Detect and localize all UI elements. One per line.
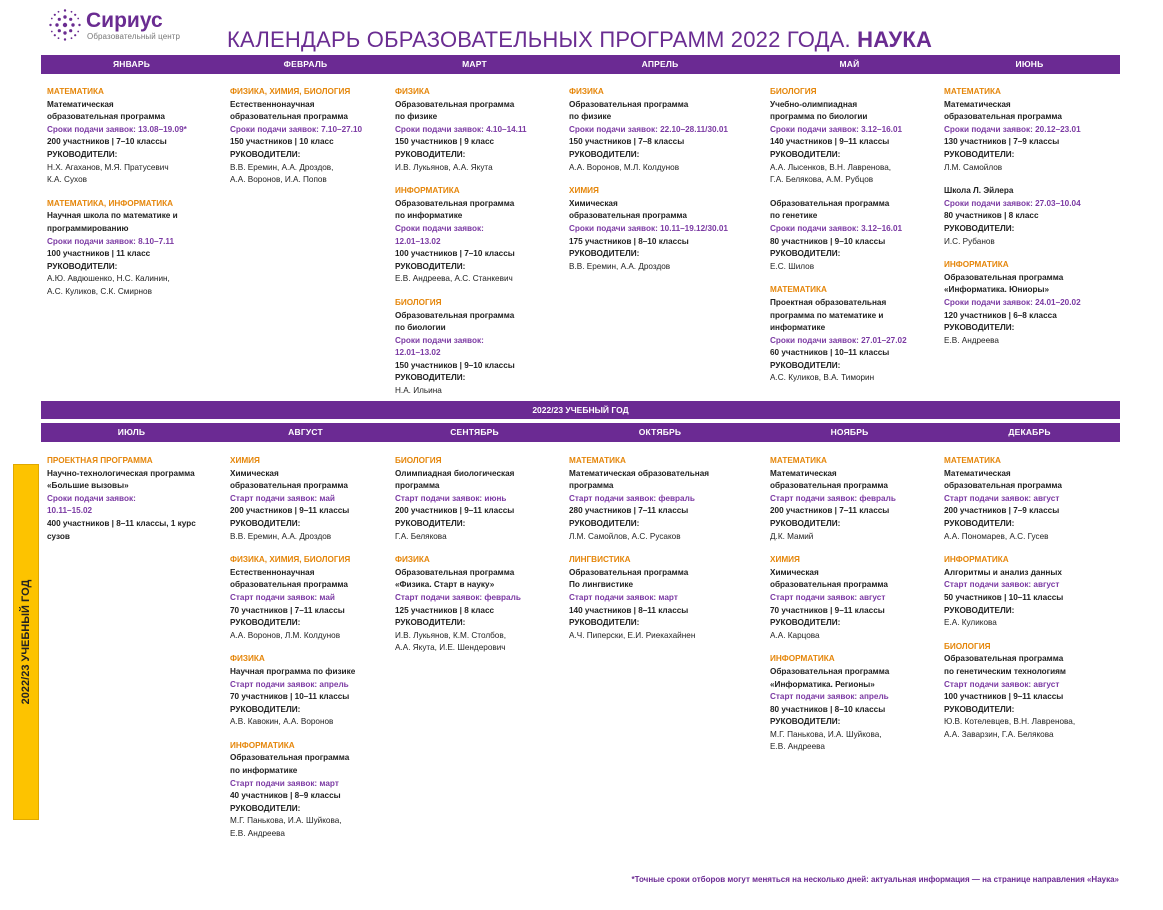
- academic-year-bar: 2022/23 УЧЕБНЫЙ ГОД: [41, 401, 1120, 419]
- logo-dots-icon: [48, 8, 82, 42]
- month-header: ИЮНЬ: [1015, 59, 1044, 69]
- program-entry: [230, 740, 400, 841]
- month-header: ОКТЯБРЬ: [638, 427, 682, 437]
- application-dates: Старт подачи заявок: апрель: [770, 692, 889, 702]
- program-entry: [944, 259, 1114, 347]
- participants-info: 70 участников | 10–11 классы: [230, 692, 350, 702]
- program-name: Химическая образовательная программа: [770, 567, 888, 590]
- program-name: Научная школа по математике и программированию: [47, 211, 178, 233]
- leaders-label: РУКОВОДИТЕЛИ:: [770, 249, 841, 259]
- leaders-names: А.Ч. Пиперски, Е.И. Риекахайнен: [569, 630, 696, 640]
- program-entry: [230, 86, 400, 187]
- month-column: [47, 86, 217, 310]
- application-dates: Старт подачи заявок: февраль: [569, 493, 695, 503]
- leaders-names: Ю.В. Котелевцев, В.Н. Лавренова, А.А. Заварзин, Г.А. Белякова: [944, 717, 1076, 739]
- program-name: Алгоритмы и анализ данных: [944, 567, 1062, 577]
- leaders-names: А.А. Карцова: [770, 630, 820, 640]
- program-entry: [770, 86, 940, 187]
- participants-info: 200 участников | 9–11 классы: [395, 506, 515, 516]
- participants-info: 50 участников | 10–11 классы: [944, 592, 1064, 602]
- application-dates: Сроки подачи заявок: 7.10–27.10: [230, 124, 363, 134]
- program-name: Образовательная программа «Физика. Старт в науку»: [395, 567, 515, 590]
- program-category: ФИЗИКА: [395, 87, 430, 96]
- program-name: Образовательная программа по физике: [395, 99, 515, 122]
- leaders-names: Н.Х. Агаханов, М.Я. Пратусевич К.А. Сухов: [47, 162, 169, 185]
- program-category: ФИЗИКА: [569, 87, 604, 96]
- leaders-label: РУКОВОДИТЕЛИ:: [944, 149, 1015, 159]
- program-name: Образовательная программа По лингвистике: [569, 567, 689, 590]
- application-dates: Старт подачи заявок: июнь: [395, 493, 507, 503]
- academic-year-side-tab: [13, 464, 39, 820]
- application-dates: Сроки подачи заявок: 13.08–19.09*: [47, 124, 187, 134]
- program-name: Математическая образовательная программа: [944, 468, 1062, 491]
- program-entry: [944, 455, 1114, 543]
- leaders-label: РУКОВОДИТЕЛИ:: [47, 261, 118, 271]
- leaders-label: РУКОВОДИТЕЛИ:: [230, 704, 301, 714]
- leaders-names: Д.К. Мамий: [770, 531, 814, 541]
- application-dates: Сроки подачи заявок: 22.10–28.11/30.01: [569, 124, 728, 134]
- leaders-names: Н.А. Ильина: [395, 386, 442, 396]
- leaders-label: РУКОВОДИТЕЛИ:: [569, 149, 640, 159]
- leaders-label: РУКОВОДИТЕЛИ:: [395, 618, 466, 628]
- leaders-label: РУКОВОДИТЕЛИ:: [395, 373, 466, 383]
- month-column: [944, 86, 1114, 358]
- participants-info: 150 участников | 10 класс: [230, 137, 334, 147]
- participants-info: 80 участников | 8 класс: [944, 211, 1039, 221]
- program-entry: [47, 455, 217, 543]
- application-dates: Старт подачи заявок: март: [230, 778, 339, 788]
- program-entry: [569, 185, 739, 273]
- participants-info: 60 участников | 10–11 классы: [770, 348, 890, 358]
- program-category: БИОЛОГИЯ: [395, 297, 442, 307]
- participants-info: 70 участников | 9–11 классы: [770, 605, 885, 615]
- application-dates: Сроки подачи заявок: 20.12–23.01: [944, 124, 1081, 134]
- month-column: [47, 455, 217, 554]
- leaders-names: А.А. Лысенков, В.Н. Лавренова, Г.А. Белякова, А.М. Рубцов: [770, 162, 892, 185]
- program-category: ХИМИЯ: [569, 186, 599, 196]
- leaders-names: А.С. Куликов, В.А. Тиморин: [770, 373, 875, 383]
- application-dates: Старт подачи заявок: февраль: [395, 592, 521, 602]
- leaders-label: РУКОВОДИТЕЛИ:: [770, 149, 841, 159]
- program-name: Образовательная программа по информатике: [395, 198, 515, 221]
- leaders-label: РУКОВОДИТЕЛИ:: [47, 149, 118, 159]
- program-category: ФИЗИКА: [230, 654, 265, 664]
- program-entry: [770, 455, 940, 543]
- program-name: Математическая образовательная программа: [944, 99, 1062, 122]
- application-dates: Сроки подачи заявок: 10.11–19.12/30.01: [569, 223, 728, 233]
- leaders-label: РУКОВОДИТЕЛИ:: [944, 518, 1015, 528]
- participants-info: 200 участников | 7–9 классы: [944, 506, 1060, 516]
- page-title: [227, 27, 932, 53]
- program-name: Образовательная программа по физике: [569, 99, 689, 122]
- application-dates: Сроки подачи заявок: 24.01–20.02: [944, 297, 1081, 307]
- program-entry: [395, 554, 565, 655]
- application-dates: Старт подачи заявок: август: [944, 580, 1060, 590]
- month-header: ФЕВРАЛЬ: [283, 59, 328, 69]
- program-name: Образовательная программа по генетическим технологиям: [944, 654, 1066, 676]
- program-name: Образовательная программа по генетике: [770, 198, 890, 221]
- program-name: Проектная образовательная программа по математике и информатике: [770, 297, 887, 333]
- participants-info: 140 участников | 8–11 классы: [569, 605, 689, 615]
- leaders-names: И.В. Лукьянов, К.М. Столбов, А.А. Якута, И.Е. Шендерович: [395, 630, 506, 653]
- program-entry: [770, 653, 940, 754]
- program-name: Научно-технологическая программа «Большие вызовы»: [47, 468, 195, 491]
- leaders-names: А.Ю. Авдюшенко, Н.С. Калинин, А.С. Куликов, С.К. Смирнов: [47, 274, 170, 296]
- sirius-logo[interactable]: [48, 8, 198, 42]
- program-entry: [395, 455, 565, 543]
- footnote: *Точные сроки отборов могут меняться на несколько дней: актуальная информация — на странице направления «Наука»: [631, 875, 1119, 884]
- program-name: Образовательная программа «Информатика. Юниоры»: [944, 272, 1064, 295]
- month-column: [944, 455, 1114, 752]
- application-dates: Сроки подачи заявок: 12.01–13.02: [395, 223, 484, 246]
- leaders-names: А.А. Воронов, М.Л. Колдунов: [569, 162, 680, 172]
- leaders-names: И.С. Рубанов: [944, 236, 995, 246]
- leaders-names: А.А. Пономарев, А.С. Гусев: [944, 531, 1049, 541]
- program-category: МАТЕМАТИКА: [569, 456, 626, 465]
- program-entry: [944, 86, 1114, 174]
- leaders-label: РУКОВОДИТЕЛИ:: [569, 618, 640, 628]
- month-header: АВГУСТ: [288, 427, 323, 437]
- leaders-names: Г.А. Белякова: [395, 531, 447, 541]
- month-header: НОЯБРЬ: [830, 427, 869, 437]
- program-entry: [47, 198, 217, 299]
- month-column: [395, 455, 565, 666]
- application-dates: Старт подачи заявок: март: [569, 592, 678, 602]
- program-category: ХИМИЯ: [770, 555, 800, 565]
- participants-info: 100 участников | 7–10 классы: [395, 249, 515, 259]
- leaders-label: РУКОВОДИТЕЛИ:: [395, 518, 466, 528]
- participants-info: 80 участников | 8–10 классы: [770, 704, 886, 714]
- program-name: Образовательная программа по биологии: [395, 310, 515, 333]
- application-dates: Старт подачи заявок: август: [944, 679, 1060, 689]
- program-category: ИНФОРМАТИКА: [770, 654, 835, 664]
- leaders-label: РУКОВОДИТЕЛИ:: [395, 149, 466, 159]
- program-category: ФИЗИКА: [395, 555, 430, 565]
- program-entry: [395, 185, 565, 286]
- participants-info: 40 участников | 8–9 классы: [230, 791, 341, 801]
- participants-info: 80 участников | 9–10 классы: [770, 236, 886, 246]
- program-name: Математическая образовательная программа: [569, 468, 710, 491]
- program-entry: [230, 653, 400, 729]
- program-category: БИОЛОГИЯ: [770, 87, 817, 96]
- program-category: ИНФОРМАТИКА: [395, 186, 460, 196]
- leaders-label: РУКОВОДИТЕЛИ:: [770, 717, 841, 727]
- program-entry: [770, 198, 940, 274]
- month-header: ДЕКАБРЬ: [1008, 427, 1051, 437]
- months-header-bottom: [41, 423, 1120, 442]
- program-category: ФИЗИКА, ХИМИЯ, БИОЛОГИЯ: [230, 87, 351, 96]
- leaders-names: М.Г. Панькова, И.А. Шуйкова, Е.В. Андреева: [770, 729, 882, 752]
- program-entry: [569, 455, 739, 543]
- participants-info: 280 участников | 7–11 классы: [569, 506, 689, 516]
- program-category: МАТЕМАТИКА: [47, 87, 104, 96]
- leaders-names: В.В. Еремин, А.А. Дроздов: [569, 261, 671, 271]
- leaders-names: Е.В. Андреева: [944, 335, 999, 345]
- participants-info: 150 участников | 9–10 классы: [395, 360, 515, 370]
- application-dates: Сроки подачи заявок: 27.03–10.04: [944, 198, 1081, 208]
- program-entry: [395, 86, 565, 174]
- participants-info: 130 участников | 7–9 классы: [944, 137, 1060, 147]
- program-category: МАТЕМАТИКА: [770, 285, 827, 295]
- month-column: [395, 86, 565, 409]
- leaders-names: Е.В. Андреева, А.С. Станкевич: [395, 274, 513, 284]
- program-entry: [770, 554, 940, 642]
- program-category: ИНФОРМАТИКА: [944, 260, 1009, 270]
- application-dates: Сроки подачи заявок: 4.10–14.11: [395, 124, 527, 134]
- month-column: [230, 455, 400, 852]
- application-dates: Старт подачи заявок: апрель: [230, 679, 349, 689]
- academic-year-side-label: 2022/23 УЧЕБНЫЙ ГОД: [20, 579, 32, 705]
- leaders-names: Л.М. Самойлов: [944, 162, 1003, 172]
- month-header: МАЙ: [839, 59, 860, 69]
- application-dates: Старт подачи заявок: август: [944, 493, 1060, 503]
- month-header: МАРТ: [462, 59, 487, 69]
- month-header: АПРЕЛЬ: [641, 59, 679, 69]
- program-name: Естественнонаучная образовательная программа: [230, 99, 348, 122]
- application-dates: Старт подачи заявок: май: [230, 592, 335, 602]
- participants-info: 175 участников | 8–10 классы: [569, 236, 689, 246]
- leaders-names: В.В. Еремин, А.А. Дроздов: [230, 531, 332, 541]
- application-dates: Сроки подачи заявок: 27.01–27.02: [770, 335, 907, 345]
- leaders-label: РУКОВОДИТЕЛИ:: [230, 618, 301, 628]
- program-name: Естественнонаучная образовательная программа: [230, 567, 348, 590]
- program-category: МАТЕМАТИКА, ИНФОРМАТИКА: [47, 198, 174, 208]
- leaders-names: Е.С. Шилов: [770, 261, 815, 271]
- program-category: МАТЕМАТИКА: [944, 87, 1001, 96]
- page-title-bold: НАУКА: [857, 27, 933, 52]
- program-entry: [569, 554, 739, 642]
- leaders-label: РУКОВОДИТЕЛИ:: [944, 704, 1015, 714]
- leaders-label: РУКОВОДИТЕЛИ:: [230, 518, 301, 528]
- program-name: Учебно-олимпиадная программа по биологии: [770, 99, 868, 122]
- participants-info: 400 участников | 8–11 классы, 1 курс сузов: [47, 518, 196, 541]
- program-entry: [395, 297, 565, 398]
- participants-info: 150 участников | 7–8 классы: [569, 137, 685, 147]
- month-column: [770, 455, 940, 765]
- program-name: Образовательная программа «Информатика. Регионы»: [770, 666, 890, 689]
- program-name: Математическая образовательная программа: [47, 99, 165, 122]
- leaders-names: А.В. Кавокин, А.А. Воронов: [230, 717, 334, 727]
- program-category: ИНФОРМАТИКА: [944, 555, 1009, 565]
- application-dates: Сроки подачи заявок: 8.10–7.11: [47, 236, 175, 246]
- leaders-names: В.В. Еремин, А.А. Дроздов, А.А. Воронов, И.А. Попов: [230, 162, 334, 185]
- participants-info: 70 участников | 7–11 классы: [230, 605, 345, 615]
- program-entry: [47, 86, 217, 187]
- leaders-label: РУКОВОДИТЕЛИ:: [944, 323, 1015, 333]
- program-category: ХИМИЯ: [230, 456, 260, 465]
- leaders-label: РУКОВОДИТЕЛИ:: [944, 223, 1015, 233]
- program-name: Научная программа по физике: [230, 666, 356, 676]
- application-dates: Сроки подачи заявок: 12.01–13.02: [395, 335, 484, 358]
- logo-brand: Сириус: [86, 9, 163, 32]
- participants-info: 150 участников | 9 класс: [395, 137, 495, 147]
- program-entry: [230, 554, 400, 642]
- leaders-names: Л.М. Самойлов, А.С. Русаков: [569, 531, 681, 541]
- leaders-names: И.В. Лукьянов, А.А. Якута: [395, 162, 493, 172]
- leaders-label: РУКОВОДИТЕЛИ:: [569, 518, 640, 528]
- leaders-label: РУКОВОДИТЕЛИ:: [569, 249, 640, 259]
- program-entry: [569, 86, 739, 174]
- application-dates: Сроки подачи заявок: 10.11–15.02: [47, 493, 136, 516]
- participants-info: 140 участников | 9–11 классы: [770, 137, 890, 147]
- leaders-label: РУКОВОДИТЕЛИ:: [230, 149, 301, 159]
- program-entry: [944, 641, 1114, 742]
- program-category: МАТЕМАТИКА: [770, 456, 827, 465]
- program-name: Химическая образовательная программа: [230, 468, 348, 491]
- month-header: ЯНВАРЬ: [112, 59, 151, 69]
- program-entry: [944, 185, 1114, 248]
- participants-info: 120 участников | 6–8 класса: [944, 310, 1057, 320]
- leaders-label: РУКОВОДИТЕЛИ:: [770, 360, 841, 370]
- program-category: ПРОЕКТНАЯ ПРОГРАММА: [47, 456, 153, 465]
- logo-subtitle: Образовательный центр: [87, 32, 181, 41]
- leaders-names: А.А. Воронов, Л.М. Колдунов: [230, 630, 341, 640]
- participants-info: 100 участников | 11 класс: [47, 249, 151, 259]
- application-dates: Старт подачи заявок: февраль: [770, 493, 896, 503]
- program-name: Химическая образовательная программа: [569, 198, 687, 221]
- application-dates: Старт подачи заявок: май: [230, 493, 335, 503]
- month-column: [230, 86, 400, 198]
- leaders-names: Е.А. Куликова: [944, 618, 997, 628]
- program-category: ЛИНГВИСТИКА: [569, 555, 631, 565]
- leaders-label: РУКОВОДИТЕЛИ:: [944, 605, 1015, 615]
- leaders-label: РУКОВОДИТЕЛИ:: [770, 618, 841, 628]
- program-name: Школа Л. Эйлера: [944, 186, 1014, 196]
- application-dates: Сроки подачи заявок: 3.12–16.01: [770, 223, 903, 233]
- participants-info: 125 участников | 8 класс: [395, 605, 495, 615]
- leaders-names: М.Г. Панькова, И.А. Шуйкова, Е.В. Андреева: [230, 816, 342, 839]
- page-title-main: КАЛЕНДАРЬ ОБРАЗОВАТЕЛЬНЫХ ПРОГРАММ 2022 ГОДА.: [227, 27, 851, 52]
- participants-info: 100 участников | 9–11 классы: [944, 692, 1064, 702]
- leaders-label: РУКОВОДИТЕЛИ:: [770, 518, 841, 528]
- month-column: [770, 86, 940, 396]
- program-entry: [770, 284, 940, 385]
- participants-info: 200 участников | 7–10 классы: [47, 137, 167, 147]
- program-entry: [944, 554, 1114, 630]
- month-header: СЕНТЯБРЬ: [450, 427, 499, 437]
- program-category: МАТЕМАТИКА: [944, 456, 1001, 465]
- month-header: ИЮЛЬ: [117, 427, 146, 437]
- application-dates: Сроки подачи заявок: 3.12–16.01: [770, 124, 903, 134]
- month-column: [569, 86, 739, 284]
- program-entry: [230, 455, 400, 543]
- program-name: Олимпиадная биологическая программа: [395, 468, 515, 491]
- participants-info: 200 участников | 7–11 классы: [770, 506, 890, 516]
- program-name: Математическая образовательная программа: [770, 468, 888, 491]
- program-category: БИОЛОГИЯ: [944, 641, 991, 651]
- months-header-top: [41, 55, 1120, 74]
- program-category: ИНФОРМАТИКА: [230, 740, 295, 750]
- program-category: БИОЛОГИЯ: [395, 456, 442, 465]
- month-column: [569, 455, 739, 653]
- program-name: Образовательная программа по информатике: [230, 753, 350, 776]
- participants-info: 200 участников | 9–11 классы: [230, 506, 350, 516]
- leaders-label: РУКОВОДИТЕЛИ:: [230, 803, 301, 813]
- application-dates: Старт подачи заявок: август: [770, 592, 886, 602]
- leaders-label: РУКОВОДИТЕЛИ:: [395, 261, 466, 271]
- program-category: ФИЗИКА, ХИМИЯ, БИОЛОГИЯ: [230, 555, 351, 565]
